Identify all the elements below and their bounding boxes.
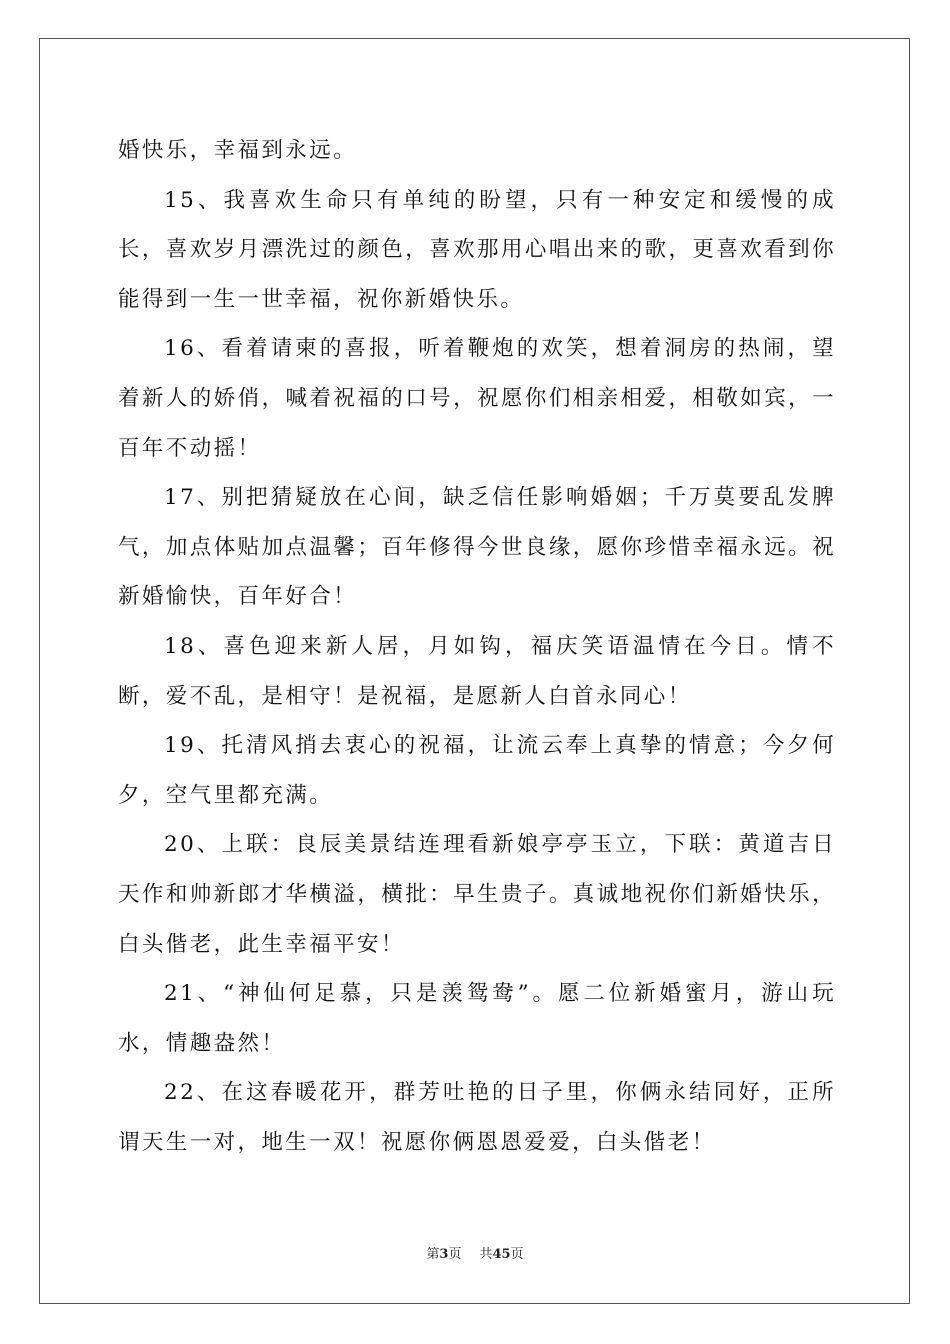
document-body [118, 126, 836, 1167]
page-footer [0, 1246, 950, 1264]
total-pages-number: 45 [492, 1247, 511, 1262]
paragraph: 婚快乐，幸福到永远。 [118, 138, 358, 163]
page-label-prefix: 第 [426, 1247, 440, 1262]
paragraph: 18、喜色迎来新人居，月如钩，福庆笑语温情在今日。情不断，爱不乱，是相守！是祝福，是愿新人白首永同心！ [118, 633, 836, 709]
total-label-prefix: 共 [479, 1247, 493, 1262]
total-label-suffix: 页 [510, 1247, 524, 1262]
paragraph: 21、“神仙何足慕，只是羡鸳鸯”。愿二位新婚蜜月，游山玩水，情趣盎然！ [118, 981, 836, 1056]
paragraph: 16、看着请柬的喜报，听着鞭炮的欢笑，想着洞房的热闹，望着新人的娇俏，喊着祝福的口号，祝愿你们相亲相爱，相敬如宾，一百年不动摇！ [118, 336, 836, 461]
current-page-number: 3 [439, 1247, 449, 1262]
paragraph: 22、在这春暖花开，群芳吐艳的日子里，你俩永结同好，正所谓天生一对，地生一双！祝愿你俩恩恩爱爱，白头偕老！ [118, 1080, 836, 1155]
paragraph: 20、上联：良辰美景结连理看新娘亭亭玉立，下联：黄道吉日天作和帅新郎才华横溢，横批：早生贵子。真诚地祝你们新婚快乐，白头偕老，此生幸福平安！ [118, 832, 836, 957]
paragraph: 19、托清风捎去衷心的祝福，让流云奉上真挚的情意；今夕何夕，空气里都充满。 [118, 733, 836, 808]
page-label-suffix: 页 [448, 1247, 462, 1262]
paragraph: 17、别把猜疑放在心间，缺乏信任影响婚姻；千万莫要乱发脾气，加点体贴加点温馨；百年修得今世良缘，愿你珍惜幸福永远。祝新婚愉快，百年好合！ [118, 485, 836, 610]
paragraph: 15、我喜欢生命只有单纯的盼望，只有一种安定和缓慢的成长，喜欢岁月漂洗过的颜色，喜欢那用心唱出来的歌，更喜欢看到你能得到一生一世幸福，祝你新婚快乐。 [118, 187, 836, 312]
